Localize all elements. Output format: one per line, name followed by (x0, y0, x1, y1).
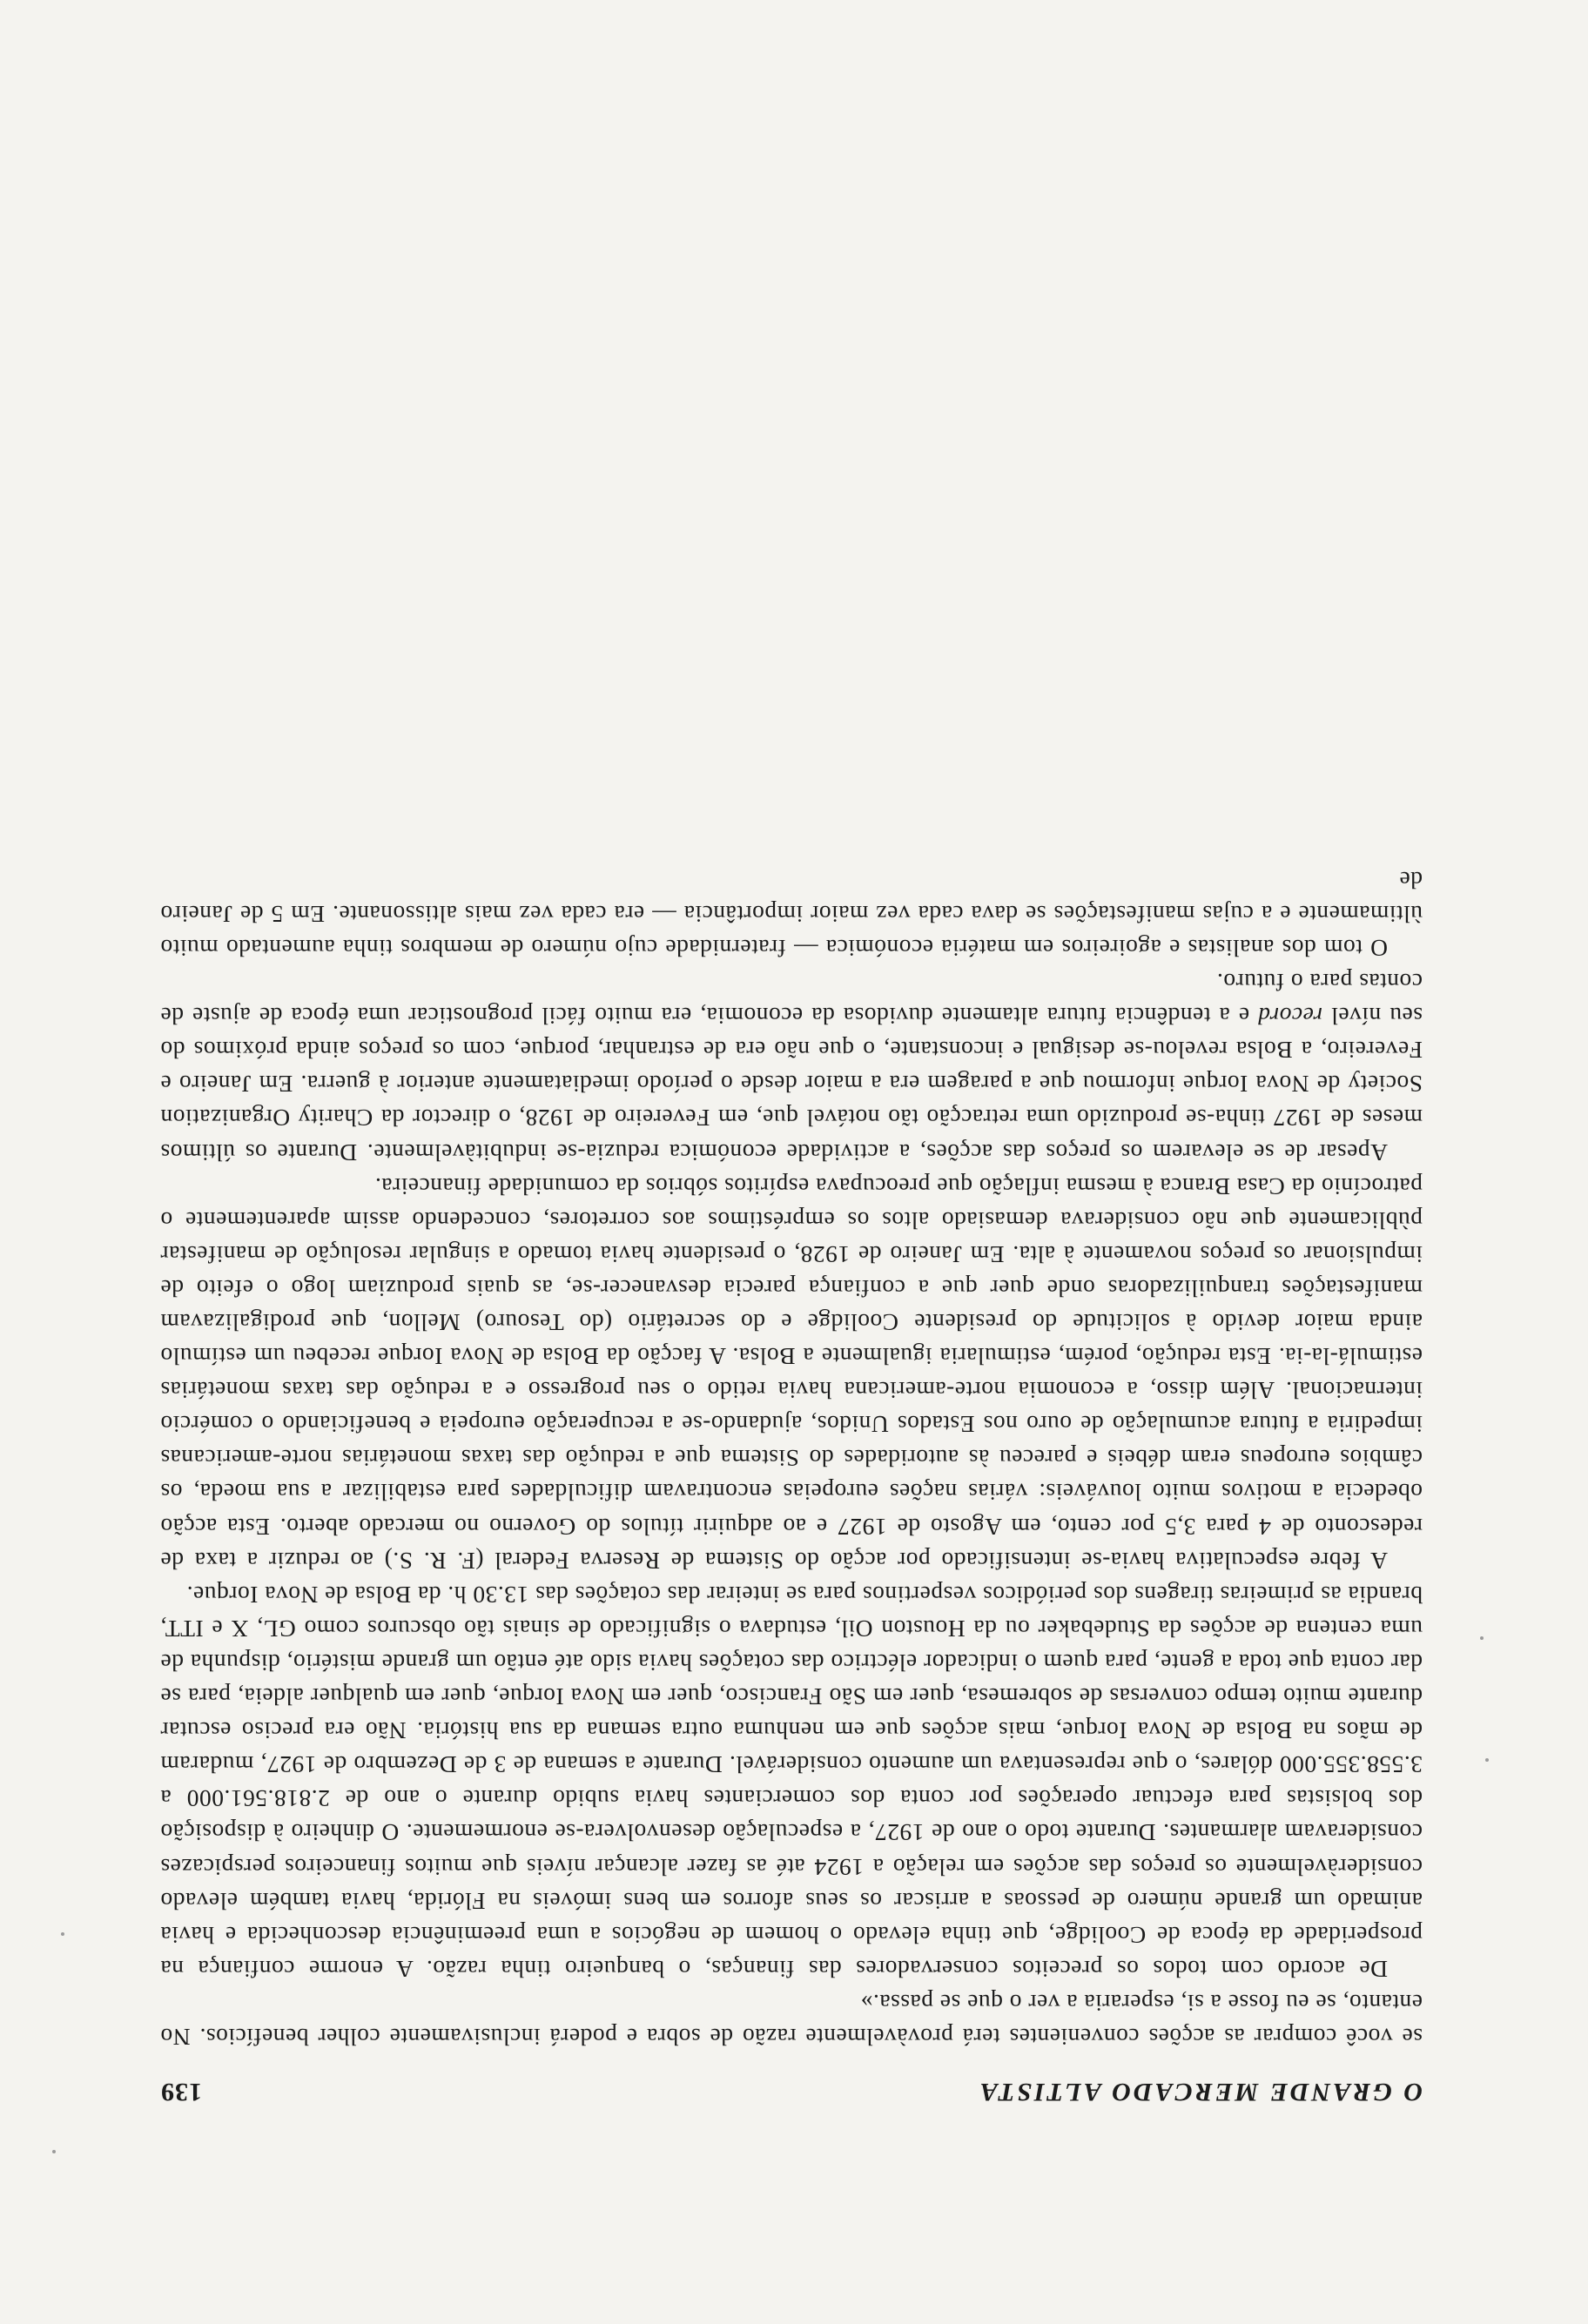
paragraph: De acordo com todos os preceitos conservadores das finanças, o banqueiro tinha razão. A enorme confiança na prosperidade da época de Coolidge, que tinha elevado o homem de negócios a uma preeminência desconhecida e havia animado um grande número de pessoas a arriscar os seus aforros em bens imóveis na Flórida, havia também elevado consideràvelmente os preços das acções em relação a 1924 até as fazer alcançar níveis que muitos financeiros perspicazes consideravam alarmantes. Durante todo o ano de 1927, a especulação desenvolvera-se enormemente. O dinheiro à disposição dos bolsistas para efectuar operações por conta dos comerciantes havia subido durante o ano de 2.818.561.000 a 3.558.355.000 dólares, o que representava um aumento considerável. Durante a semana de 3 de Dezembro de 1927, mudaram de mãos na Bolsa de Nova Iorque, mais acções que em nenhuma outra semana da sua história. Não era preciso escutar durante muito tempo conversas de sobremesa, quer em São Francisco, quer em Nova Iorque, quer em qualquer aldeia, para se dar conta que toda a gente, para quem o indicador eléctrico das cotações havia sido até então um grande mistério, dispunha de uma centena de acções da Studebaker ou da Houston Oil, estudava o significado de sinais tão obscuros como GL, X e ITT, brandia as primeiras tiragens dos periódicos vespertinos para se inteirar das cotações das 13.30 h. da Bolsa de Nova Iorque. (160, 1581, 1423, 1983)
paragraph (160, 965, 1423, 1170)
paragraph-text: Apesar de se elevarem os preços das acções, a actividade económica reduzia-se indubitàvelmente. Durante os últimos meses de 1927 tinha-se produzido uma retracção tão notável que, em Fevereiro de 1928, o director da Charity Organization Society de Nova Iorque informou que a paragem era a maior desde o período imediatamente anterior à guerra. Em Janeiro e Fevereiro, a Bolsa revelou-se desigual e inconstante, o que não era de estranhar, porque, com os preços ainda próximos do seu nível (160, 1003, 1423, 1166)
paragraph-text: e a tendência futura altamente duvidosa da economia, era muito fácil prognosticar uma época de ajuste de contas para o futuro. (160, 969, 1423, 1031)
page-number: 139 (160, 2078, 202, 2106)
paragraph: O tom dos analistas e agoireiros em matéria económica — fraternidade cujo número de membros tinha aumentado muito ùltimamente e a cujas manifestações se dava cada vez maior importância — era cada vez mais altissonante. Em 5 de Janeiro de (160, 866, 1423, 962)
scan-speck (1480, 1636, 1484, 1640)
body-text (160, 863, 1423, 2054)
scan-speck (52, 2150, 56, 2153)
paragraph: A febre especulativa havia-se intensificado por acção do Sistema de Reserva Federal (F. R. S.) ao reduzir a taxa de redesconto de 4 para 3,5 por cento, em Agosto de 1927 e ao adquirir títulos do Governo no mercado aberto. Esta acção obedecia a motivos muito louváveis: várias nações europeias encontravam dificuldades para estabilizar a sua moeda, os câmbios europeus eram débeis e pareceu às autoridades do Sistema que a redução das taxas monetárias norte-americanas impediria a futura acumulação de ouro nos Estados Unidos, ajudando-se a recuperação europeia e beneficiando o comércio internacional. Além disso, a economia norte-americana havia retido o seu progresso e a redução das taxas monetárias estimulá-la-ia. Esta redução, porém, estimularia igualmente a Bolsa. A facção da Bolsa de Nova Iorque recebeu um estímulo ainda maior devido à solicitude do presidente Coolidge e do secretário (do Tesouro) Mellon, que prodigalizavam manifestações tranquilizadoras onde quer que a confiança parecia desvanecer-se, as quais produziam logo o efeito de impulsionar os preços novamente à alta. Em Janeiro de 1928, o presidente havia tomado a singular resolução de manifestar pùblicamente que não considerava demasiado altos os empréstimos aos corretores, concedendo assim aparentemente o patrocínio da Casa Branca à mesma inflação que preocupava espíritos sóbrios da comunidade financeira. (160, 1172, 1423, 1575)
running-head (160, 2077, 1423, 2106)
scan-speck (1485, 1758, 1489, 1762)
running-title: O GRANDE MERCADO ALTISTA (977, 2078, 1423, 2106)
scan-speck (61, 1932, 64, 1936)
paragraph: se você comprar as acções convenientes terá provàvelmente razão de sobra e poderá inclusivamente colher benefícios. No entanto, se eu fosse a si, esperaria a ver o que se passa.» (160, 1989, 1423, 2051)
italic-word: record (1257, 1003, 1323, 1031)
